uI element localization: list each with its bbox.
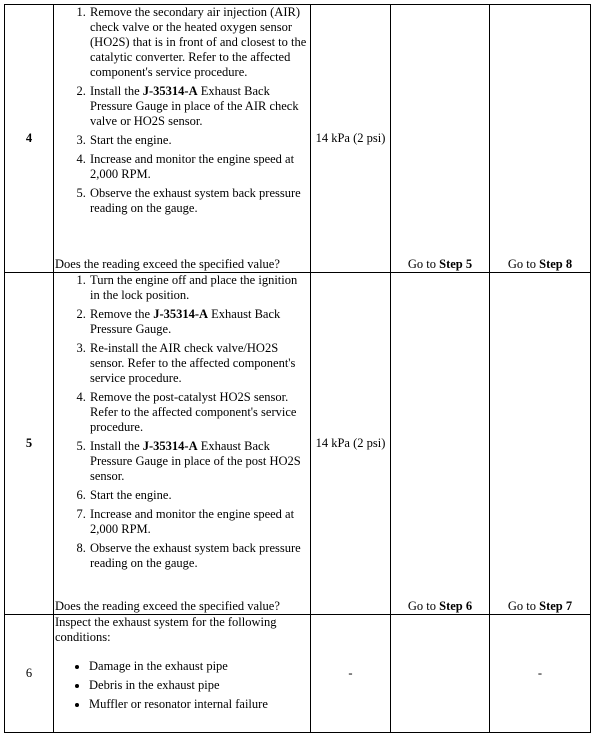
step-number: 4 <box>5 5 54 273</box>
table-row-step-4 <box>5 5 591 273</box>
yes-cell <box>391 615 490 733</box>
step-number: 5 <box>5 273 54 615</box>
value-cell: - <box>311 615 391 733</box>
yes-goto <box>391 599 489 614</box>
action-item <box>89 488 309 503</box>
action-item <box>89 84 309 129</box>
goto-prefix: Go to <box>507 599 540 613</box>
no-goto <box>490 257 590 272</box>
action-text: Observe the exhaust system back pressure reading on the gauge. <box>90 541 301 570</box>
condition-item: • Muffler or resonator internal failure <box>89 697 309 712</box>
table-row-step-5 <box>5 273 591 615</box>
goto-step-link[interactable]: Step 8 <box>539 257 573 271</box>
action-item <box>89 507 309 537</box>
yes-cell <box>391 273 490 615</box>
tool-name: J-35314-A <box>142 84 198 98</box>
action-item <box>89 152 309 182</box>
tool-name: J-35314-A <box>153 307 209 321</box>
tool-name: J-35314-A <box>142 439 198 453</box>
action-item <box>89 307 309 337</box>
action-text: Exhaust Back Pressure Gauge in place of the AIR check valve or HO2S sensor. <box>90 84 299 128</box>
action-text: Observe the exhaust system back pressure reading on the gauge. <box>90 186 301 215</box>
condition-item: • Damage in the exhaust pipe <box>89 659 309 674</box>
action-text: Start the engine. <box>90 488 172 502</box>
action-item <box>89 439 309 484</box>
action-item <box>89 273 309 303</box>
no-cell <box>490 5 591 273</box>
goto-prefix: Go to <box>407 257 440 271</box>
condition-list <box>55 659 309 712</box>
action-text: Exhaust Back Pressure Gauge in place of the post HO2S sensor. <box>90 439 301 483</box>
action-text: Install the <box>90 439 143 453</box>
action-list <box>55 5 309 216</box>
action-text: Remove the post-catalyst HO2S sensor. Refer to the affected component's service procedure. <box>90 390 297 434</box>
action-text: Increase and monitor the engine speed at 2,000 RPM. <box>90 507 295 536</box>
action-text: Re-install the AIR check valve/HO2S sensor. Refer to the affected component's service procedure. <box>90 341 296 385</box>
question-text: Does the reading exceed the specified value? <box>55 599 280 613</box>
table-row-step-6 <box>5 615 591 733</box>
action-text: Increase and monitor the engine speed at 2,000 RPM. <box>90 152 295 181</box>
action-text: Start the engine. <box>90 133 172 147</box>
no-goto <box>490 599 590 614</box>
action-text: Remove the secondary air injection (AIR) check valve or the heated oxygen sensor (HO2S) that is in front of and closest to the catalytic converter. Refer to the affected component's service procedure. <box>90 5 307 79</box>
action-item <box>89 390 309 435</box>
action-item <box>89 341 309 386</box>
action-item <box>89 541 309 571</box>
action-item <box>89 133 309 148</box>
action-text: Remove the <box>90 307 154 321</box>
action-item <box>89 5 309 80</box>
step-number: 6 <box>5 615 54 733</box>
goto-step-link[interactable]: Step 6 <box>439 599 473 613</box>
yes-goto <box>391 257 489 272</box>
action-list <box>55 273 309 571</box>
goto-step-link[interactable]: Step 7 <box>539 599 573 613</box>
no-cell <box>490 273 591 615</box>
value-cell: 14 kPa (2 psi) <box>311 273 391 615</box>
value-cell: 14 kPa (2 psi) <box>311 5 391 273</box>
no-cell: - <box>490 615 591 733</box>
diagnostic-table <box>4 4 591 733</box>
action-cell <box>54 273 311 615</box>
action-text: Turn the engine off and place the ignition in the lock position. <box>90 273 298 302</box>
action-text: Exhaust Back Pressure Gauge. <box>90 307 281 336</box>
yes-cell <box>391 5 490 273</box>
question-text: Does the reading exceed the specified value? <box>55 257 280 271</box>
goto-prefix: Go to <box>507 257 540 271</box>
action-cell <box>54 615 311 733</box>
action-item <box>89 186 309 216</box>
goto-step-link[interactable]: Step 5 <box>439 257 473 271</box>
intro-text: Inspect the exhaust system for the following conditions: <box>55 615 277 644</box>
condition-item: • Debris in the exhaust pipe <box>89 678 309 693</box>
action-cell <box>54 5 311 273</box>
goto-prefix: Go to <box>407 599 440 613</box>
action-text: Install the <box>90 84 143 98</box>
